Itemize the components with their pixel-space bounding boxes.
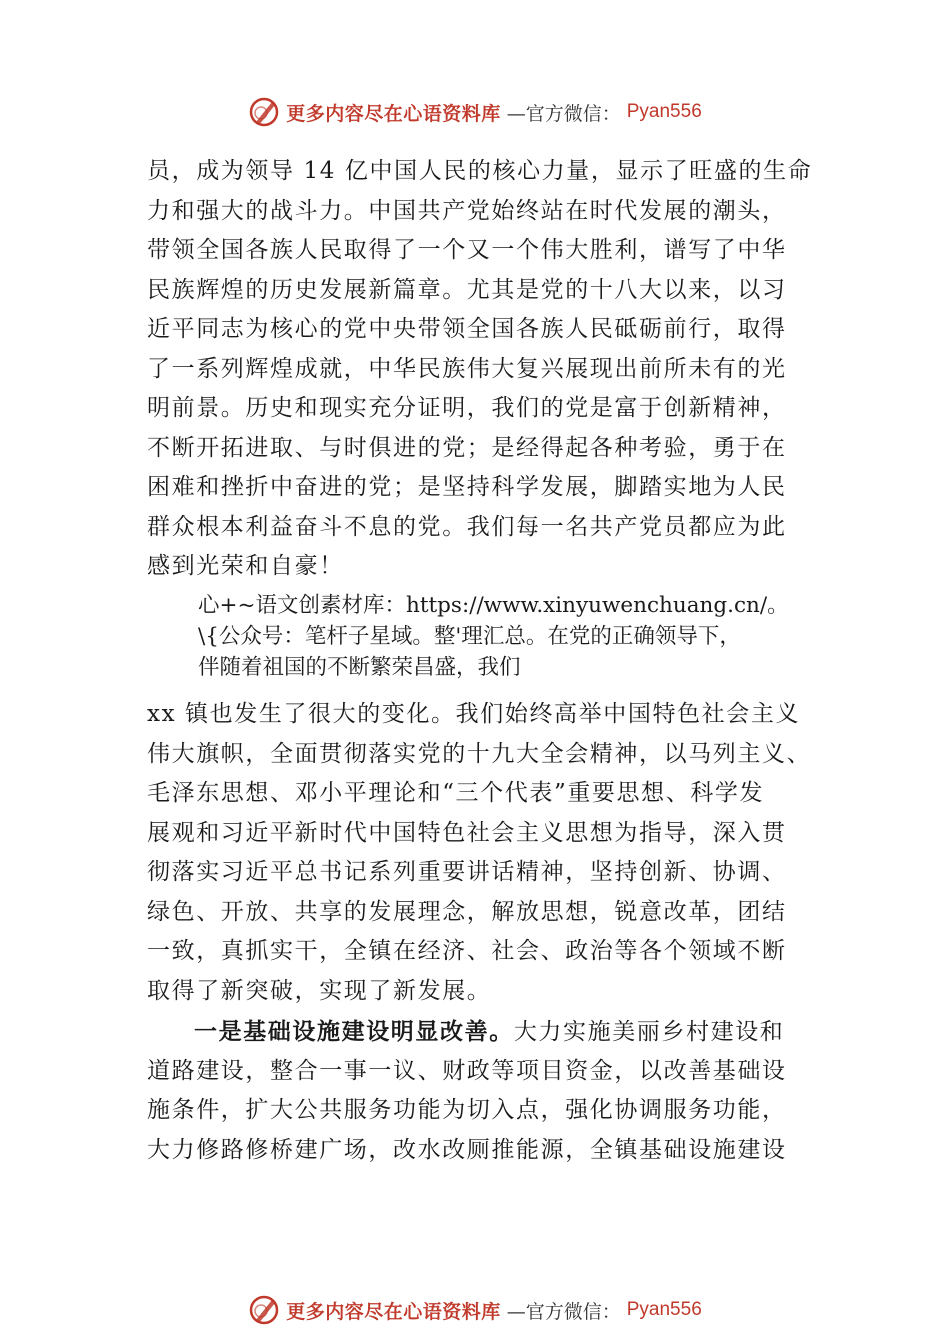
source-note-line: \{公众号：笔杆子星域。整'理汇总。在党的正确领导下， [198,624,741,649]
text-line: 取得了新突破，实现了新发展。 [147,977,492,1004]
text-line: 带领全国各族人民取得了一个又一个伟大胜利，谱写了中华 [147,237,787,263]
text-line: 群众根本利益奋斗不息的党。我们每一名共产党员都应为此 [147,513,787,540]
text-line: 员，成为领导 14 亿中国人民的核心力量，显示了旺盛的生命 [147,158,813,184]
text-line: 毛泽东思想、邓小平理论和“三个代表”重要思想、科学发 [147,780,765,806]
text-line: 感到光荣和自豪！ [147,553,344,579]
text-line: 了一系列辉煌成就，中华民族伟大复兴展现出前所未有的光 [147,355,787,382]
text-line: xx 镇也发生了很大的变化。我们始终高举中国特色社会主义 [147,701,801,727]
header-watermark [0,96,950,128]
watermark-handle: Pyan556 [626,101,702,122]
text-line: 彻落实习近平总书记系列重要讲话精神，坚持创新、协调、 [147,859,787,885]
text-line: 民族辉煌的历史发展新篇章。尤其是党的十八大以来，以习 [147,276,787,303]
watermark-handle: Pyan556 [626,1299,702,1320]
text-line: 困难和挫折中奋进的党；是坚持科学发展，脚踏实地为人民 [147,474,787,500]
text-line: 施条件，扩大公共服务功能为切入点，强化协调服务功能， [147,1097,787,1123]
footer-watermark [0,1294,950,1326]
source-note [198,590,898,683]
pen-logo-icon [248,96,280,128]
paragraph-1 [147,152,827,587]
section-heading: 一是基础设施建设明显改善。 [194,1018,514,1045]
text-line: 道路建设，整合一事一议、财政等项目资金，以改善基础设 [147,1057,787,1084]
text-line: 不断开拓进取、与时俱进的党；是经得起各种考验，勇于在 [147,434,787,461]
text-line: 一致，真抓实干，全镇在经济、社会、政治等各个领域不断 [147,938,787,964]
pen-logo-icon [248,1294,280,1326]
watermark-separator: —官方微信： [506,1300,621,1323]
source-note-line: 心+~语文创素材库：https://www.xinyuwenchuang.cn/。 [198,593,789,618]
text-line: 近平同志为核心的党中央带领全国各族人民砥砺前行，取得 [147,316,787,342]
text-line: 绿色、开放、共享的发展理念，解放思想，锐意改革，团结 [147,898,787,925]
watermark-brand: 更多内容尽在心语资料库 [286,1300,501,1323]
heading-continuation: 大力实施美丽乡村建设和 [513,1019,785,1045]
source-note-line: 伴随着祖国的不断繁荣昌盛，我们 [198,655,521,680]
watermark-brand: 更多内容尽在心语资料库 [286,102,501,125]
text-line: 力和强大的战斗力。中国共产党始终站在时代发展的潮头， [147,197,787,224]
paragraph-2 [147,695,827,1011]
paragraph-3 [147,1012,827,1170]
watermark-separator: —官方微信： [506,102,621,125]
text-line [147,1012,827,1052]
text-line: 伟大旗帜，全面贯彻落实党的十九大全会精神，以马列主义、 [147,740,812,767]
text-line: 明前景。历史和现实充分证明，我们的党是富于创新精神， [147,395,787,421]
text-line: 大力修路修桥建广场，改水改厕推能源，全镇基础设施建设 [147,1136,787,1163]
text-line: 展观和习近平新时代中国特色社会主义思想为指导，深入贯 [147,819,787,846]
